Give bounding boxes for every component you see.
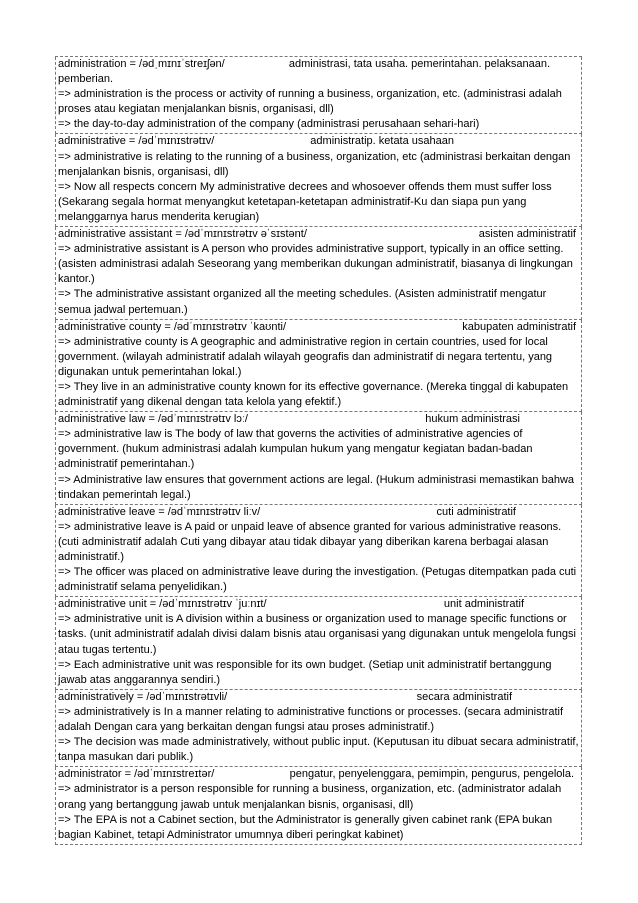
entry-meaning: administrasi, tata usaha. pemerintahan. pelaksanaan. (288, 58, 550, 70)
entry-headline (58, 227, 580, 242)
entry-headline (58, 320, 580, 335)
entry-term: administration = /ədˌmɪnɪˈstreɪʃən/ (58, 58, 225, 70)
entry-headline (58, 690, 580, 705)
entry-headline (58, 57, 580, 72)
entry-term: administrator = /ədˈmɪnɪstreɪtər/ (58, 768, 215, 781)
entry-line: => administrative unit is A division within a business or organization used to manage specific functions or tasks. (unit administratif adalah divisi dalam bisnis atau organisasi yang digunakan untuk mengelola fungsi atau tugas tertentu.) (58, 613, 576, 656)
entry-administratively (55, 690, 582, 767)
entry-line: => Now all respects concern My administrative decrees and whosoever offends them must suffer loss (Sekarang segala hormat menyangkut ketetapan-ketetapan administratif-Ku dan siapa pun yang melanggarnya harus menderita kerugian) (58, 180, 552, 223)
entry-meaning: hukum administrasi (425, 413, 520, 426)
entry-term: administrative unit = /ədˈmɪnɪstrətɪv ˈjuːnɪt/ (58, 598, 267, 611)
entry-line: => The decision was made administratively, without public input. (Keputusan itu dibuat secara administratif, tanpa masukan dari publik.) (58, 736, 579, 764)
entry-administrative (55, 134, 582, 227)
entry-term: administratively = /ədˈmɪnɪstrətɪvli/ (58, 690, 228, 703)
entry-term: administrative = /ədˈmɪnɪstrətɪv/ (58, 135, 215, 148)
entry-line: => administration is the process or activity of running a business, organization, etc. (administrasi adalah proses atau kegiatan menjalankan bisnis, organisasi, dll) (58, 88, 562, 116)
entry-headline (58, 767, 580, 782)
entry-headline (58, 505, 580, 520)
entry-headline (58, 412, 580, 427)
entry-term: administrative assistant = /ədˈmɪnɪstrətɪv əˈsɪstənt/ (58, 228, 307, 241)
entry-line: => The officer was placed on administrative leave during the investigation. (Petugas ditempatkan pada cuti administratif selama penyelidikan.) (58, 566, 577, 594)
entry-meaning: pengatur, penyelenggara, pemimpin, pengurus, pengelola. (289, 768, 574, 781)
entry-administration (55, 57, 582, 134)
entry-meaning: secara administratif (416, 690, 512, 703)
entry-administrative-leave (55, 505, 582, 598)
entry-meaning: asisten administratif (478, 228, 576, 241)
entry-line: => administrative leave is A paid or unpaid leave of absence granted for various administrative reasons. (cuti administratif adalah Cuti yang dibayar atau tidak dibayar yang diberikan karena berbagai alasan administratif.) (58, 520, 562, 563)
entry-administrative-assistant (55, 227, 582, 320)
entry-headline (58, 134, 580, 149)
entry-meaning: kabupaten administratif (462, 320, 576, 333)
entry-line: => Administrative law ensures that government actions are legal. (Hukum administrasi memastikan bahwa tindakan pemerintah legal.) (58, 473, 575, 501)
entry-term: administrative county = /ədˈmɪnɪstrətɪv ˈkaʊnti/ (58, 320, 286, 333)
entry-meaning: cuti administratif (436, 505, 516, 518)
entry-administrative-law (55, 412, 582, 505)
entry-line: => They live in an administrative county known for its effective governance. (Mereka tinggal di kabupaten administratif yang dikenal dengan tata kelola yang efektif.) (58, 380, 569, 409)
entry-meaning: unit administratif (443, 598, 524, 611)
entry-line: => administrator is a person responsible for running a business, organization, etc. (administrator adalah orang yang bertanggung jawab untuk menjalankan bisnis, organisasi, dll) (58, 783, 562, 811)
entry-line: => administrative county is A geographic and administrative region in certain countries, used for local government. (wilayah administratif adalah wilayah geografis dan administratif di negara tertentu, yang digunakan untuk pemerintahan lokal.) (58, 335, 553, 378)
entry-line: => administratively is In a manner relating to administrative functions or processes. (secara administratif adalah Dengan cara yang berkaitan dengan fungsi atau proses administratif.) (58, 705, 563, 734)
entry-meaning: administratip. ketata usahaan (310, 135, 454, 148)
entry-line: => the day-to-day administration of the company (administrasi perusahaan sehari-hari) (58, 118, 480, 131)
entry-line: => administrative law is The body of law that governs the activities of administrative agencies of government. (hukum administrasi adalah kumpulan hukum yang mengatur kegiatan badan-badan administratif pemerintahan.) (58, 428, 533, 471)
entry-line: pemberian. (58, 73, 114, 86)
entry-headline (58, 597, 580, 612)
entry-administrative-county (55, 320, 582, 413)
entry-line: => Each administrative unit was responsible for its own budget. (Setiap unit administratif bertanggung jawab atas anggarannya sendiri.) (58, 658, 552, 686)
entry-term: administrative leave = /ədˈmɪnɪstrətɪv liːv/ (58, 505, 261, 518)
dictionary-sheet (55, 56, 582, 845)
entry-line: => The EPA is not a Cabinet section, but the Administrator is generally given cabinet rank (EPA bukan bagian Kabinet, tetapi Administrator umumnya diberi peringkat kabinet) (58, 813, 553, 841)
entry-administrative-unit (55, 597, 582, 690)
entry-term: administrative law = /ədˈmɪnɪstrətɪv lɔː/ (58, 413, 248, 426)
entry-line: => The administrative assistant organized all the meeting schedules. (Asisten administratif mengatur semua jadwal pertemuan.) (58, 288, 547, 316)
entry-administrator (55, 767, 582, 844)
entry-line: => administrative is relating to the running of a business, organization, etc (administrasi berkaitan dengan menjalankan bisnis, organisasi, dll) (58, 150, 571, 178)
entry-line: => administrative assistant is A person who provides administrative support, typically in an office setting. (asisten administrasi adalah Seseorang yang memberikan dukungan administratif, biasanya di lingkungan kantor.) (58, 243, 573, 286)
